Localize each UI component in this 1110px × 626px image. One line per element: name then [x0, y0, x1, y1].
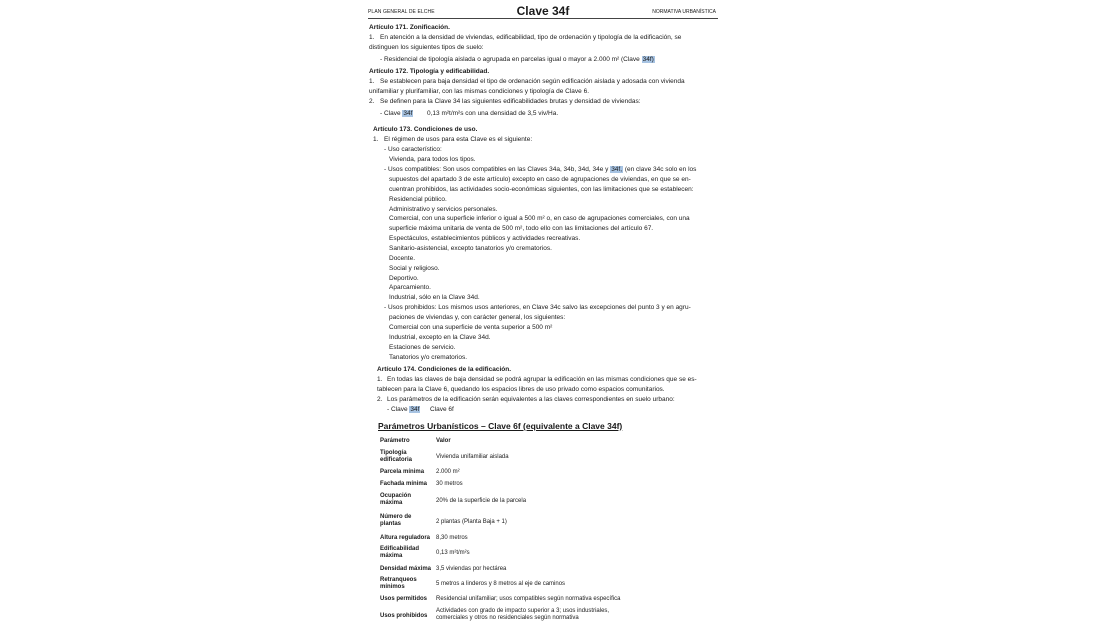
usos-prohibidos: - Usos prohibidos: Los mismos usos anteriores, en Clave 34c salvo las excepciones del punto 3 y en agru- [384, 304, 691, 311]
list-item: Vivienda, para todos los tipos. [389, 156, 476, 163]
list-item: Docente. [389, 255, 416, 262]
param-value: 30 metros [436, 481, 463, 487]
art172-item [380, 110, 413, 118]
highlight-34f: 34f) [642, 56, 654, 63]
param-value: Vivienda unifamiliar aislada [436, 454, 509, 460]
list-item: Deportivo. [389, 275, 419, 282]
list-item: Administrativo y servicios personales. [389, 206, 498, 213]
header-title: Clave 34f [516, 4, 570, 18]
art173-number-1: 1. [373, 136, 379, 143]
list-item: Aparcamiento. [389, 284, 431, 291]
uso-caracteristico: - Uso característico: [384, 146, 442, 153]
art174-paragraph: Los parámetros de la edificación serán equivalentes a las claves correspondientes en suelo urbano: [387, 396, 675, 403]
art174-number-2: 2. [377, 396, 383, 403]
param-value: 3,5 viviendas por hectárea [436, 566, 507, 572]
params-header-param: Parámetro [380, 438, 410, 444]
param-label: Retranqueos mínimos [380, 577, 417, 590]
art172-number-1: 1. [369, 78, 375, 85]
item-text: - Usos compatibles: Son usos compatibles en las Claves 34a, 34b, 34d, 34e y [384, 166, 609, 173]
art172-paragraph: unifamiliar y plurifamiliar, con las mismas condiciones y tipología de Clave 6. [369, 88, 590, 95]
list-item: Residencial público. [389, 196, 447, 203]
art171-title: Artículo 171. Zonificación. [369, 24, 450, 31]
art174-item-value: Clave 6f [430, 406, 454, 413]
item-text: - Clave [380, 110, 401, 117]
param-label: Edificabilidad máxima [380, 546, 420, 559]
param-value: 2.000 m² [436, 469, 460, 475]
art172-paragraph: Se definen para la Clave 34 las siguientes edificabilidades brutas y densidad de viviendas: [380, 98, 641, 105]
art171-number-1: 1. [369, 34, 375, 41]
highlight-34f: 34f [410, 406, 420, 413]
art172-number-2: 2. [369, 98, 375, 105]
paragraph-line: supuestos del apartado 3 de este artículo) excepto en caso de agrupaciones de viviendas, en que se en- [389, 176, 691, 183]
item-text: - Residencial de tipología aislada o agrupada en parcelas igual o mayor a 2.000 m² (Clave [380, 56, 640, 63]
list-item: Social y religioso. [389, 265, 440, 272]
paragraph-line: cuentran prohibidos, las actividades socio-económicas siguientes, con las limitaciones que se establecen: [389, 186, 694, 193]
param-label: Usos permitidos [380, 596, 428, 602]
param-label: Parcela mínima [380, 469, 425, 475]
art174-paragraph: tablecen para la Clave 6, quedando los espacios libres de uso privado como espacios comunitarios. [377, 386, 665, 393]
list-item: Estaciones de servicio. [389, 344, 456, 351]
art171-paragraph: En atención a la densidad de viviendas, edificabilidad, tipo de ordenación y tipología de la edificación, se [380, 34, 682, 41]
highlight-34f: 34f [403, 110, 413, 117]
art172-paragraph: Se establecen para baja densidad el tipo de ordenación según edificación aislada y adosada con vivienda [380, 78, 685, 85]
page-header [368, 4, 718, 19]
param-value: 0,13 m²t/m²s [436, 550, 470, 556]
param-value: 20% de la superficie de la parcela [436, 498, 527, 504]
art173-intro: El régimen de usos para esta Clave es el siguiente: [384, 136, 533, 143]
art173-title: Artículo 173. Condiciones de uso. [373, 126, 478, 133]
art172-item-value: 0,13 m²t/m²s con una densidad de 3,5 viv/Ha. [427, 110, 559, 117]
list-item: Comercial con una superficie de venta superior a 500 m² [389, 324, 553, 331]
art174-item [387, 406, 420, 414]
params-header-value: Valor [436, 438, 451, 444]
param-value: 2 plantas (Planta Baja + 1) [436, 519, 507, 525]
param-value: 8,30 metros [436, 535, 468, 541]
param-label: Usos prohibidos [380, 613, 428, 619]
param-label: Altura reguladora [380, 535, 431, 541]
list-item: Espectáculos, establecimientos públicos y actividades recreativas. [389, 235, 581, 242]
param-value: Actividades con grado de impacto superior a 3; usos industriales, comerciales y otros no residenciales según normativa [436, 608, 610, 621]
header-right: NORMATIVA URBANÍSTICA [652, 9, 716, 15]
list-item: Tanatorios y/o crematorios. [389, 354, 468, 361]
art171-item [380, 56, 655, 64]
usos-compatibles [384, 166, 696, 174]
param-value: Residencial unifamiliar; usos compatibles según normativa específica [436, 596, 621, 602]
art172-title: Artículo 172. Tipología y edificabilidad. [369, 68, 490, 75]
art174-number-1: 1. [377, 376, 383, 383]
param-value: 5 metros a linderos y 8 metros al eje de caminos [436, 581, 566, 587]
art174-title: Artículo 174. Condiciones de la edificación. [377, 366, 512, 373]
item-text: (en clave 34c solo en los [624, 166, 697, 173]
param-label: Densidad máxima [380, 566, 432, 572]
param-label: Fachada mínima [380, 481, 428, 487]
art171-paragraph: distinguen los siguientes tipos de suelo: [369, 44, 484, 51]
list-item: Industrial, excepto en la Clave 34d. [389, 334, 491, 341]
params-title: Parámetros Urbanísticos – Clave 6f (equivalente a Clave 34f) [378, 421, 623, 431]
param-label: Número de plantas [380, 514, 412, 527]
list-item: Sanitario-asistencial, excepto tanatorios y/o crematorios. [389, 245, 552, 252]
list-item: Industrial, sólo en la Clave 34d. [389, 294, 480, 301]
header-left: PLAN GENERAL DE ELCHE [368, 9, 435, 15]
param-label: Tipología edificatoria [380, 450, 413, 463]
item-text: - Clave [387, 406, 408, 413]
param-label: Ocupación máxima [380, 493, 412, 506]
highlight-34f: 34f, [611, 166, 623, 173]
list-item: Comercial, con una superficie inferior o igual a 500 m² o, en caso de agrupaciones comerciales, con una [389, 215, 690, 222]
art174-paragraph: En todas las claves de baja densidad se podrá agrupar la edificación en las mismas condiciones que se es- [387, 376, 697, 383]
paragraph-line: paciones de viviendas y, con carácter general, los siguientes: [389, 314, 566, 321]
list-item: superficie máxima unitaria de venta de 500 m², todo ello con las limitaciones del artículo 67. [389, 225, 654, 232]
